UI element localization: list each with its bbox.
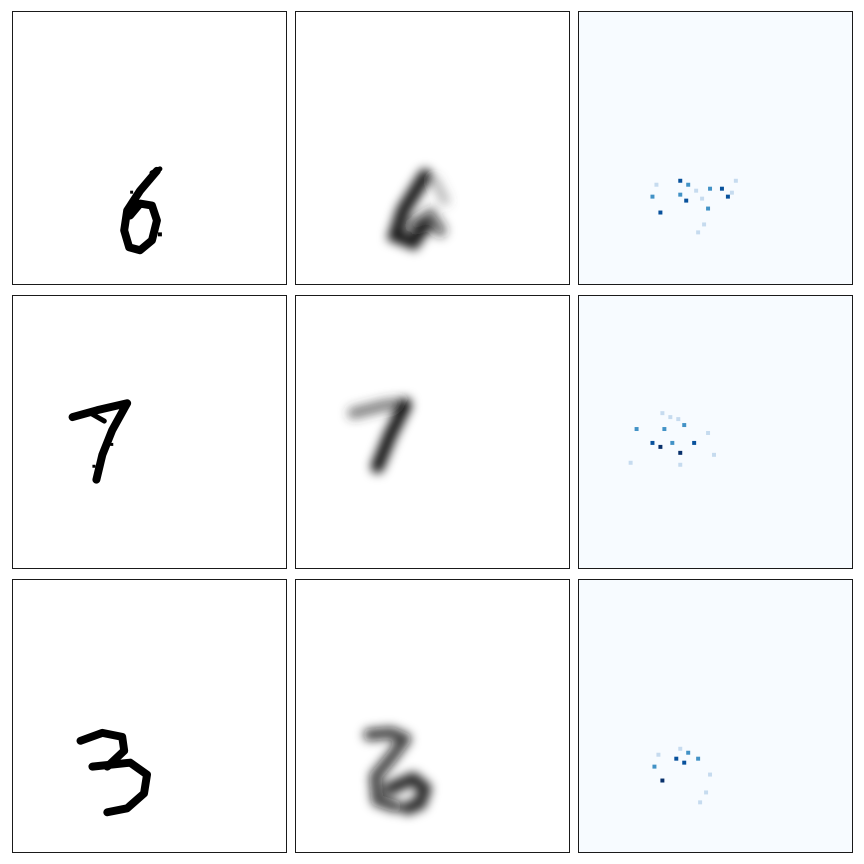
original-digit-3 bbox=[12, 579, 287, 853]
digit-7-reconstruction-image bbox=[296, 296, 569, 568]
digit-6-reconstruction-image bbox=[296, 12, 569, 284]
digit-7-heatmap-image bbox=[579, 296, 852, 568]
original-digit-7 bbox=[12, 295, 287, 569]
heatmap-digit-3 bbox=[578, 579, 853, 853]
digit-3-original-image bbox=[13, 580, 286, 852]
heatmap-digit-7 bbox=[578, 295, 853, 569]
digit-6-original-image bbox=[13, 12, 286, 284]
reconstruction-digit-6 bbox=[295, 11, 570, 285]
heatmap-digit-6 bbox=[578, 11, 853, 285]
reconstruction-digit-3 bbox=[295, 579, 570, 853]
digit-7-original-image bbox=[13, 296, 286, 568]
digit-3-reconstruction-image bbox=[296, 580, 569, 852]
original-digit-6 bbox=[12, 11, 287, 285]
reconstruction-digit-7 bbox=[295, 295, 570, 569]
digit-3-heatmap-image bbox=[579, 580, 852, 852]
digit-6-heatmap-image bbox=[579, 12, 852, 284]
